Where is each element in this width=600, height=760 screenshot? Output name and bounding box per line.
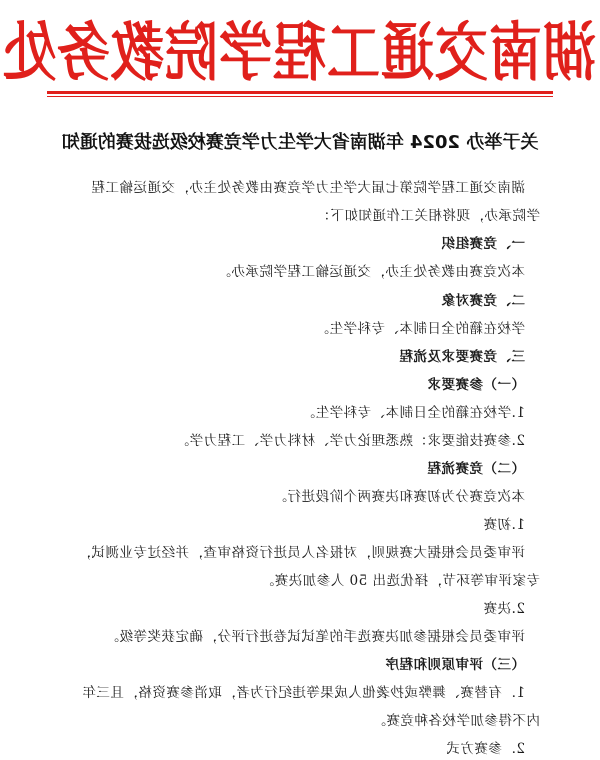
final-label: 2.决赛 [483,601,525,617]
section-3-3-item-1-line-2: 内不得参加学校各种竞赛。 [372,713,540,729]
masthead-rule-thick [47,91,553,94]
section-3-3-item-1-line-1: 1．有替赛、舞弊或抄袭他人成果等违纪行为者，取消参赛资格，且三年 [81,685,525,701]
section-3-2-heading: （二）竞赛流程 [427,461,525,477]
intro-line-1: 湖南交通工程学院第七届大学生力学竞赛由教务处主办，交通运输工程 [91,180,525,196]
section-2-text: 学校在籍的全日制本、专科学生。 [315,321,525,337]
section-3-1-item-1: 1.学校在籍的全日制本、专科学生。 [301,405,525,421]
masthead-rule-thin [47,96,553,97]
intro-line-2: 学院承办，现将相关工作通知如下： [316,208,540,224]
section-1-heading: 一、竞赛组织 [441,236,525,252]
section-3-1-heading: （一）参赛要求 [427,377,525,393]
section-3-1-item-2: 2.参赛技能要求：熟悉理论力学、材料力学、工程力学。 [175,433,525,449]
section-3-3-heading: （三）评审原则和程序 [385,657,525,673]
masthead-title: 湖南交通工程学院教务处 [2,15,596,91]
section-1-text: 本次竞赛由教务处主办，交通运输工程学院承办。 [217,264,525,280]
section-2-heading: 二、竞赛对象 [441,293,525,309]
final-text: 评审委员会根据参加决赛选手的笔试试卷进行评分，确定获奖等级。 [105,629,525,645]
preliminary-label: 1.初赛 [483,517,525,533]
section-3-2-text: 本次竞赛分为初赛和决赛两个阶段进行。 [273,489,525,505]
notice-title: 关于举办 2024 年湖南省大学生力学竞赛校级选拔赛的通知 [61,132,539,153]
section-3-3-item-2: 2．参赛方式 [445,741,525,757]
preliminary-text-2: 专家评审等环节，择优选出 50 人参加决赛。 [260,573,540,589]
section-3-heading: 三、竞赛要求及流程 [399,349,525,365]
preliminary-text-1: 评审委员会根据大赛规则，对报名人员进行资格审查，并经过专业测试， [77,545,525,561]
